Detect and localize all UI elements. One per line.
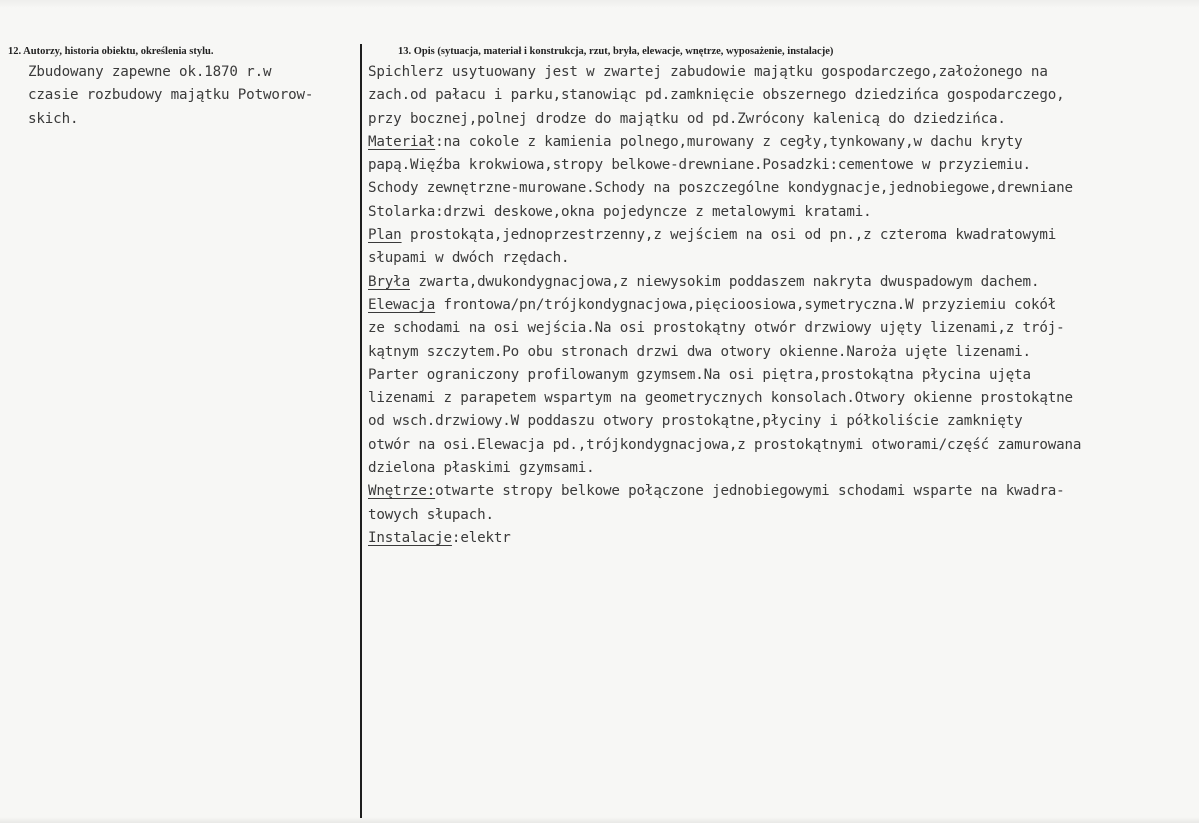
line-text: Schody zewnętrzne-murowane.Schody na poszczególne kondygnacje,jednobiegowe,drewniane — [368, 180, 1073, 197]
subsection-heading: Elewacja — [368, 296, 436, 313]
subsection-heading: Plan — [368, 227, 402, 244]
section-13-line — [368, 61, 1196, 84]
section-13-line — [368, 108, 1196, 131]
subsection-heading: Wnętrze: — [368, 483, 436, 500]
section-13-text — [368, 61, 1196, 550]
subsection-heading: Bryła — [368, 273, 410, 290]
line-text: prostokąta,jednoprzestrzenny,z wejściem na osi od pn.,z czteroma kwadratowymi — [401, 227, 1057, 244]
section-12-label: 12. Autorzy, historia obiektu, określenia stylu. — [8, 46, 214, 57]
line-text: towych słupach. — [368, 506, 494, 523]
line-text: dzielona płaskimi gzymsami. — [368, 460, 595, 477]
section-13-line — [368, 177, 1196, 200]
subsection-heading: Instalacje — [368, 529, 452, 546]
section-13-line — [368, 201, 1196, 224]
section-12-line: skich. — [28, 110, 79, 127]
line-text: otwór na osi.Elewacja pd.,trójkondygnacjowa,z prostokątnymi otworami/część zamurowana — [368, 436, 1082, 453]
section-12-line: Zbudowany zapewne ok.1870 r.w — [28, 64, 272, 80]
line-text: frontowa/pn/trójkondygnacjowa,pięcioosiowa,symetryczna.W przyziemiu cokół — [435, 296, 1057, 313]
page-bottom-edge — [0, 817, 1199, 823]
line-text: ze schodami na osi wejścia.Na osi prostokątny otwór drzwiowy ujęty lizenami,z trój- — [368, 320, 1065, 337]
line-text: papą.Więźba krokwiowa,stropy belkowe-drewniane.Posadzki:cementowe w przyziemiu. — [368, 157, 1031, 174]
line-text: słupami w dwóch rzędach. — [368, 250, 570, 267]
section-13-line — [368, 131, 1196, 154]
section-13-line — [368, 154, 1196, 177]
subsection-heading: Materiał — [368, 133, 436, 150]
line-text: otwarte stropy belkowe połączone jednobiegowymi schodami wsparte na kwadra- — [435, 483, 1065, 500]
page-top-edge — [0, 0, 1199, 8]
line-text: :na cokole z kamienia polnego,murowany z cegły,tynkowany,w dachu kryty — [435, 133, 1023, 150]
section-13-line — [368, 317, 1196, 340]
line-text: zach.od pałacu i parku,stanowiąc pd.zamknięcie obszernego dziedzińca gospodarczego, — [368, 87, 1065, 104]
line-text: zwarta,dwukondygnacjowa,z niewysokim poddaszem nakryta dwuspadowym dachem. — [409, 273, 1040, 290]
section-13-line — [368, 364, 1196, 387]
section-13-line — [368, 410, 1196, 433]
section-13-line — [368, 527, 1196, 550]
section-13-line — [368, 504, 1196, 527]
section-13-line — [368, 271, 1196, 294]
section-13-label: 13. Opis (sytuacja, materiał i konstrukcja, rzut, bryła, elewacje, wnętrze, wyposażenie, instalacje) — [398, 46, 834, 57]
line-text: :elektr — [451, 529, 511, 546]
section-12-text — [28, 61, 353, 131]
line-text: przy bocznej,polnej drodze do majątku od pd.Zwrócony kalenicą do dziedzińca. — [368, 110, 1006, 127]
section-13-line — [368, 387, 1196, 410]
section-13-line — [368, 247, 1196, 270]
section-13-line — [368, 457, 1196, 480]
section-12-line: czasie rozbudowy majątku Potworow- — [28, 87, 314, 104]
line-text: Stolarka:drzwi deskowe,okna pojedyncze z metalowymi kratami. — [368, 203, 872, 220]
section-13-line — [368, 434, 1196, 457]
section-13-line — [368, 480, 1196, 503]
section-13-line — [368, 84, 1196, 107]
line-text: od wsch.drzwiowy.W poddaszu otwory prostokątne,płyciny i półkoliście zamknięty — [368, 413, 1023, 430]
line-text: Spichlerz usytuowany jest w zwartej zabudowie majątku gospodarczego,założonego na — [368, 64, 1048, 80]
column-divider — [360, 44, 362, 818]
line-text: Parter ograniczony profilowanym gzymsem.Na osi piętra,prostokątna płycina ujęta — [368, 366, 1031, 383]
section-13-line — [368, 224, 1196, 247]
line-text: kątnym szczytem.Po obu stronach drzwi dwa otwory okienne.Naroża ujęte lizenami. — [368, 343, 1031, 360]
section-13-line — [368, 341, 1196, 364]
section-13-line — [368, 294, 1196, 317]
line-text: lizenami z parapetem wspartym na geometrycznych konsolach.Otwory okienne prostokątne — [368, 390, 1073, 407]
